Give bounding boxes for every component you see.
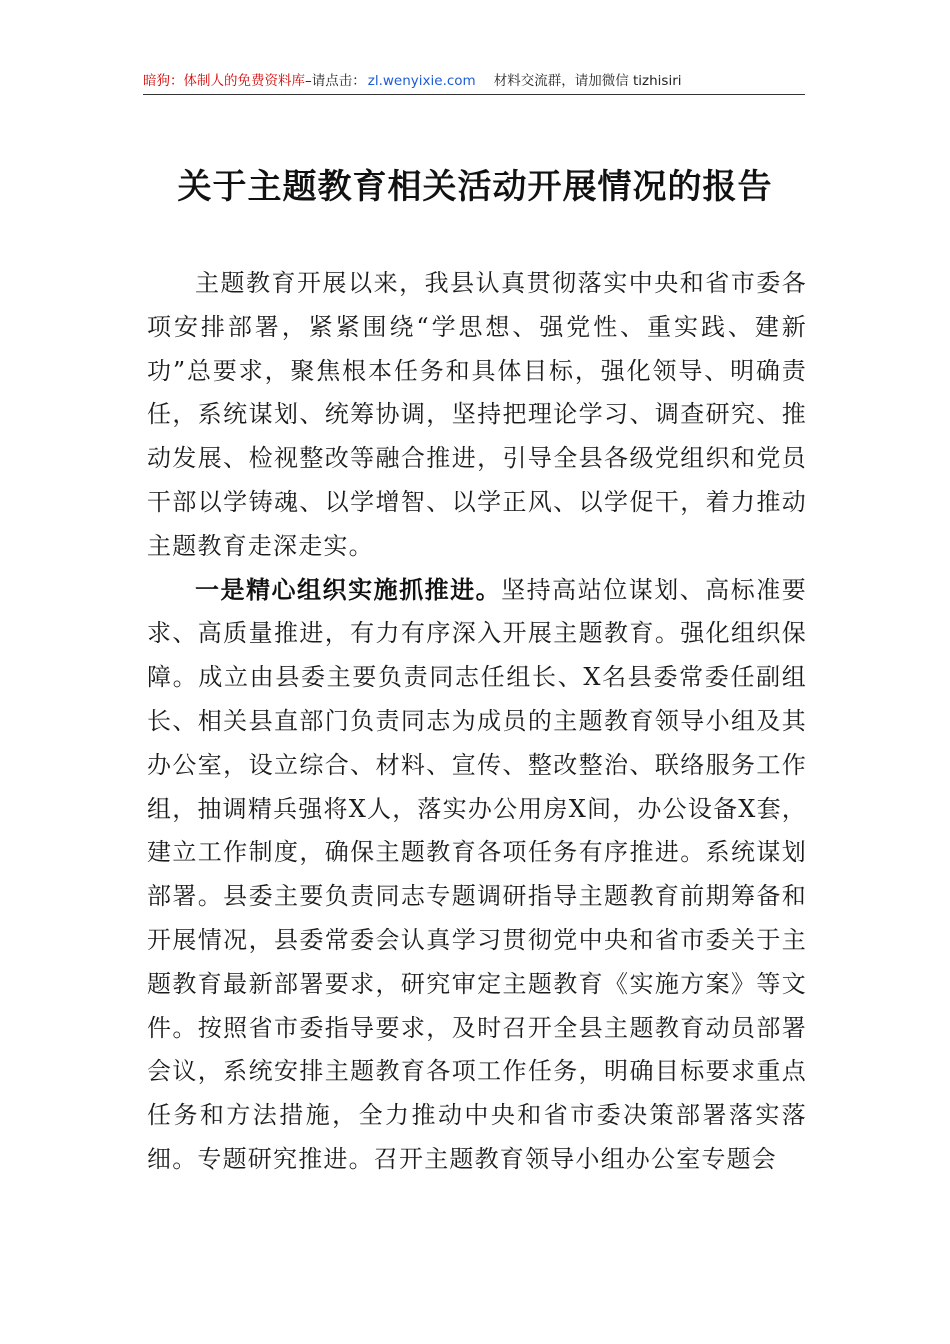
document-title: 关于主题教育相关活动开展情况的报告 [177,167,773,207]
header-brand: 暗狗：体制人的免费资料库 [143,73,305,89]
paragraph-text: 坚持高站位谋划、高标准要求、高质量推进，有力有序深入开展主题教育。强化组织保障。成立由县委主要负责同志任组长、X名县委常委任副组长、相关县直部门负责同志为成员的主题教育领导小组及其办公室，设立综合、材料、宣传、整改整治、联络服务工作组，抽调精兵强将X人，落实办公用房X间，办公设备X套，建立工作制度，确保主题教育各项任务有序推进。系统谋划部署。县委主要负责同志专题调研指导主题教育前期筹备和开展情况，县委常委会认真学习贯彻党中央和省市委关于主题教育最新部署要求，研究审定主题教育《实施方案》等文件。按照省市委指导要求，及时召开全县主题教育动员部署会议，系统安排主题教育各项工作任务，明确目标要求重点任务和方法措施，全力推动中央和省市委决策部署落实落细。专题研究推进。召开主题教育领导小组办公室专题会 [147,575,807,1173]
document-body [147,262,807,1182]
page-header-banner [143,68,805,95]
paragraph-section-one [147,569,807,1182]
paragraph-text: 主题教育开展以来，我县认真贯彻落实中央和省市委各项安排部署，紧紧围绕“学思想、强党性、重实践、建新功”总要求，聚焦根本任务和具体目标，强化领导、明确责任，系统谋划、统筹协调，坚持把理论学习、调查研究、推动发展、检视整改等融合推进，引导全县各级党组织和党员干部以学铸魂、以学增智、以学正风、以学促干，着力推动主题教育走深走实。 [147,269,807,560]
paragraph-lead: 一是精心组织实施抓推进。 [195,575,502,604]
header-url-link[interactable]: zl.wenyixie.com [367,73,476,89]
header-contact: 材料交流群，请加微信 tizhisiri [493,73,682,89]
paragraph-intro [147,262,807,569]
header-click-prompt: –请点击： [305,73,366,89]
